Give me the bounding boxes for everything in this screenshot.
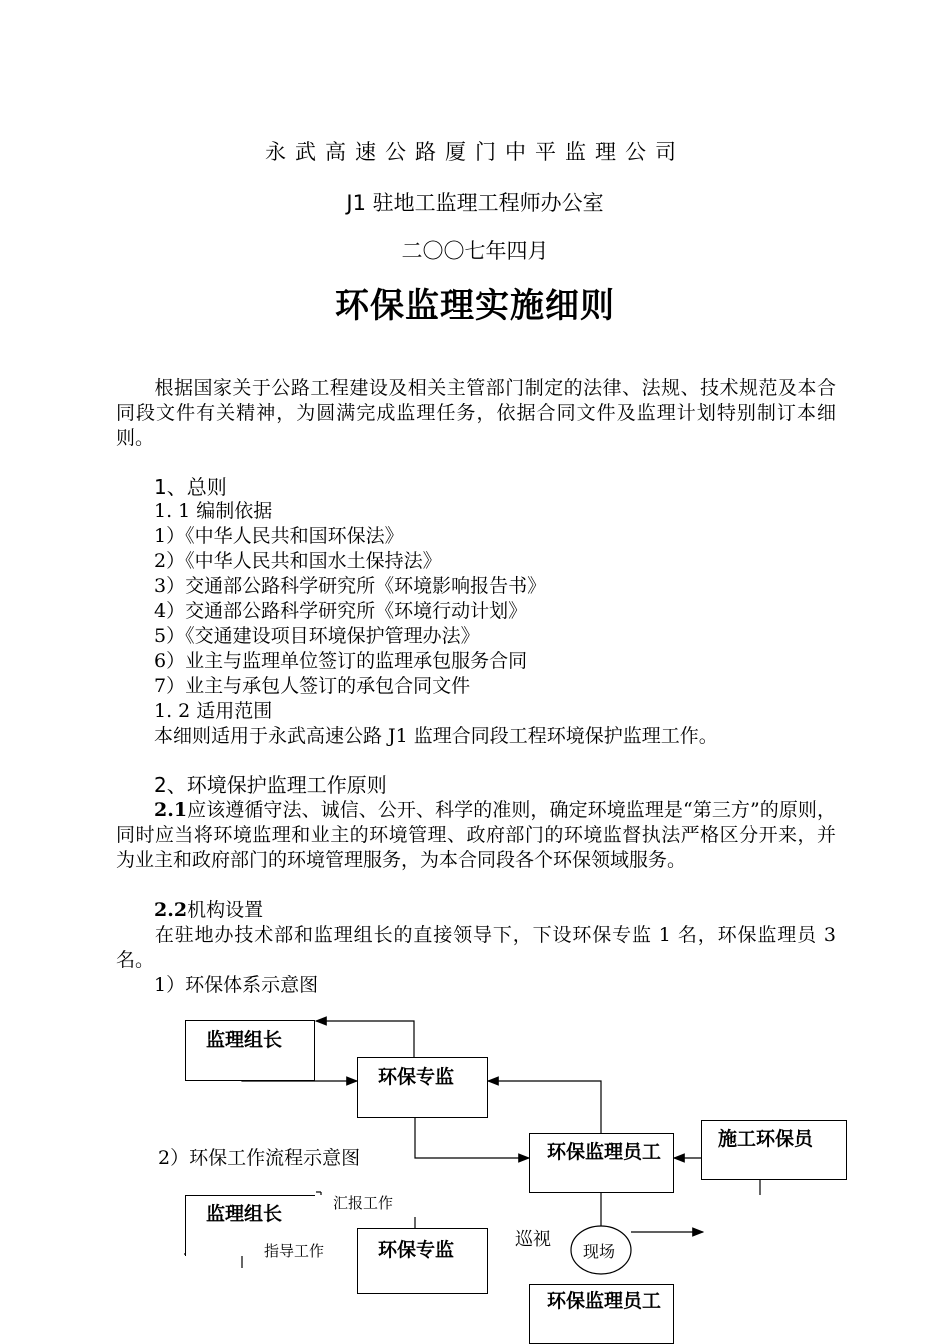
label-site: 现场 [583, 1242, 616, 1261]
org-label: 机构设置 [187, 899, 264, 921]
org-number: 2.2 [154, 899, 188, 921]
document-title: 环保监理实施细则 [335, 286, 615, 326]
box-team-leader-label: 监理组长 [206, 1029, 283, 1051]
box-env-specialist-2 [357, 1228, 488, 1294]
office-name: J1 驻地工监理工程师办公室 [346, 191, 604, 215]
reference-item: 2）《中华人民共和国水土保持法》 [154, 550, 442, 572]
principle-text: 应该遵循守法、诚信、公开、科学的准则，确定环境监理是“第三方”的原则，同时应当将环境监理和业主的环境管理、政府部门的环境监督执法严格区分开来，并为业主和政府部门的环境管理服务，为本合同段各个环保领域服务。 [116, 799, 836, 871]
label-patrol: 巡视 [515, 1229, 551, 1250]
company-name: 永武高速公路厦门中平监理公司 [265, 140, 685, 164]
scope-text: 本细则适用于永武高速公路 J1 监理合同段工程环境保护监理工作。 [154, 725, 718, 747]
box-construction-env [701, 1120, 847, 1180]
intro-text: 根据国家关于公路工程建设及相关主管部门制定的法律、法规、技术规范及本合同段文件有关精神，为圆满完成监理任务，依据合同文件及监理计划特别制订本细则。 [116, 377, 836, 449]
box-env-specialist-label: 环保专监 [378, 1066, 455, 1088]
box-env-supervisor-label: 环保监理员工 [546, 1141, 661, 1163]
reference-item: 5）《交通建设项目环境保护管理办法》 [154, 625, 480, 647]
org-text: 在驻地办技术部和监理组长的直接领导下，下设环保专监 1 名，环保监理员 3 名。 [116, 924, 836, 971]
reference-item: 6）业主与监理单位签订的监理承包服务合同 [154, 650, 528, 672]
label-guide-work: 指导工作 [264, 1242, 325, 1260]
box-construction-env-label: 施工环保员 [718, 1128, 814, 1150]
box-team-leader [185, 1020, 315, 1081]
document-date: 二〇〇七年四月 [401, 239, 549, 263]
figure2-caption: 2）环保工作流程示意图 [158, 1147, 361, 1169]
box-env-supervisor [529, 1133, 674, 1193]
arrow-supervisor-to-specialist [488, 1081, 601, 1133]
reference-item: 1）《中华人民共和国环保法》 [154, 525, 404, 547]
box-env-specialist [357, 1057, 488, 1118]
box-env-supervisor-2 [529, 1284, 674, 1344]
arrow-specialist-to-leader [316, 1021, 414, 1057]
reference-item: 4）交通部公路科学研究所《环境行动计划》 [154, 600, 528, 622]
label-report-work: 汇报工作 [333, 1194, 394, 1212]
section1-sub1: 1. 1 编制依据 [154, 500, 273, 522]
principle-number: 2.1 [154, 799, 188, 821]
figure1-caption: 1）环保体系示意图 [154, 974, 319, 996]
box-env-supervisor-2-label: 环保监理员工 [546, 1290, 661, 1312]
arrow-specialist-to-supervisor [415, 1118, 529, 1158]
section1-sub2: 1. 2 适用范围 [154, 700, 273, 722]
reference-item: 7）业主与承包人签订的承包合同文件 [154, 675, 471, 697]
reference-item: 3）交通部公路科学研究所《环境影响报告书》 [154, 575, 547, 597]
section2-heading: 2、环境保护监理工作原则 [154, 773, 387, 797]
box-team-leader-2-label: 监理组长 [206, 1203, 283, 1225]
section1-heading: 1、总则 [154, 475, 227, 499]
box-env-specialist-2-label: 环保专监 [378, 1239, 455, 1261]
